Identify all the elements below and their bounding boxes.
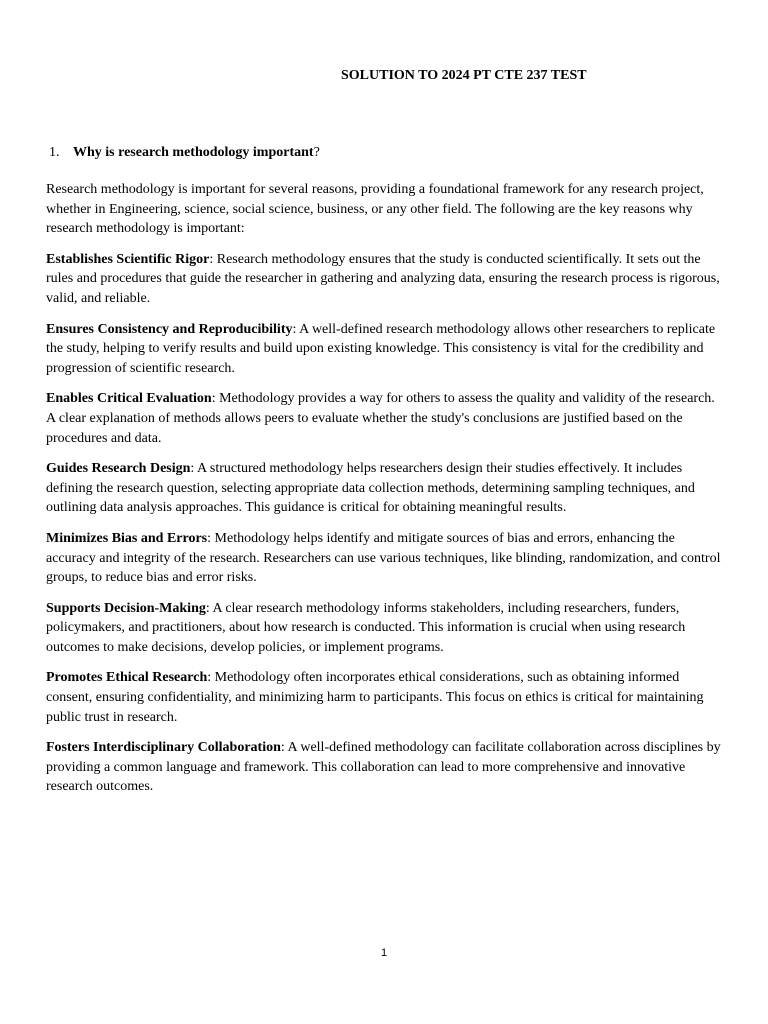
point-paragraph (46, 389, 722, 448)
question-heading (49, 145, 320, 161)
point-text: : Methodology helps identify and mitigate sources of bias and errors, enhancing the accuracy and integrity of the research. Researchers can use various techniques, like blinding, randomization, and control groups, to reduce bias and error risks. (46, 530, 721, 586)
point-text: : A structured methodology helps researchers design their studies effectively. It includes defining the research question, selecting appropriate data collection methods, determining sampling techniques, and outlining data analysis approaches. This guidance is critical for obtaining meaningful results. (46, 461, 695, 516)
answer-body (46, 180, 722, 808)
question-mark: ? (313, 145, 320, 160)
point-paragraph (46, 668, 722, 727)
point-paragraph (46, 738, 722, 797)
point-paragraph (46, 529, 722, 588)
point-text: : Methodology often incorporates ethical considerations, such as obtaining informed consent, ensuring confidentiality, and minimizing harm to participants. This focus on ethics is critical for maintaining public trust in research. (46, 670, 704, 725)
point-paragraph (46, 459, 722, 518)
point-paragraph (46, 250, 722, 309)
point-heading: Guides Research Design (46, 461, 191, 477)
question-number: 1. (49, 145, 60, 160)
page-number: 1 (380, 947, 388, 959)
point-heading: Ensures Consistency and Reproducibility (46, 321, 293, 337)
intro-paragraph: Research methodology is important for several reasons, providing a foundational framework for any research project, whether in Engineering, science, social science, business, or any other field. The following are the key reasons why research methodology is important: (46, 182, 704, 237)
point-text: : A clear research methodology informs stakeholders, including researchers, funders, policymakers, and practitioners, about how research is conducted. This information is crucial when using research outcomes to make decisions, develop policies, or implement programs. (46, 600, 686, 655)
point-heading: Fosters Interdisciplinary Collaboration (46, 740, 281, 756)
point-text: : Methodology provides a way for others to assess the quality and validity of the research. A clear explanation of methods allows peers to evaluate whether the study's conclusions are justified based on the procedures and data. (46, 391, 715, 446)
point-heading: Supports Decision-Making (46, 600, 206, 616)
point-paragraph (46, 599, 722, 658)
point-heading: Minimizes Bias and Errors (46, 530, 208, 546)
point-text: : A well-defined methodology can facilitate collaboration across disciplines by providing a common language and framework. This collaboration can lead to more comprehensive and innovative research outcomes. (46, 740, 721, 795)
point-heading: Establishes Scientific Rigor (46, 251, 210, 267)
point-heading: Enables Critical Evaluation (46, 391, 212, 407)
point-text: : A well-defined research methodology allows other researchers to replicate the study, helping to verify results and build upon existing knowledge. This consistency is vital for the credibility and progression of scientific research. (46, 321, 716, 376)
document-title: SOLUTION TO 2024 PT CTE 237 TEST (341, 68, 587, 83)
point-text: : Research methodology ensures that the study is conducted scientifically. It sets out the rules and procedures that guide the researcher in gathering and analyzing data, ensuring the research process is rigorous, valid, and reliable. (46, 251, 720, 306)
point-paragraph (46, 320, 722, 379)
point-heading: Promotes Ethical Research (46, 670, 208, 686)
question-text: Why is research methodology important (73, 145, 314, 160)
